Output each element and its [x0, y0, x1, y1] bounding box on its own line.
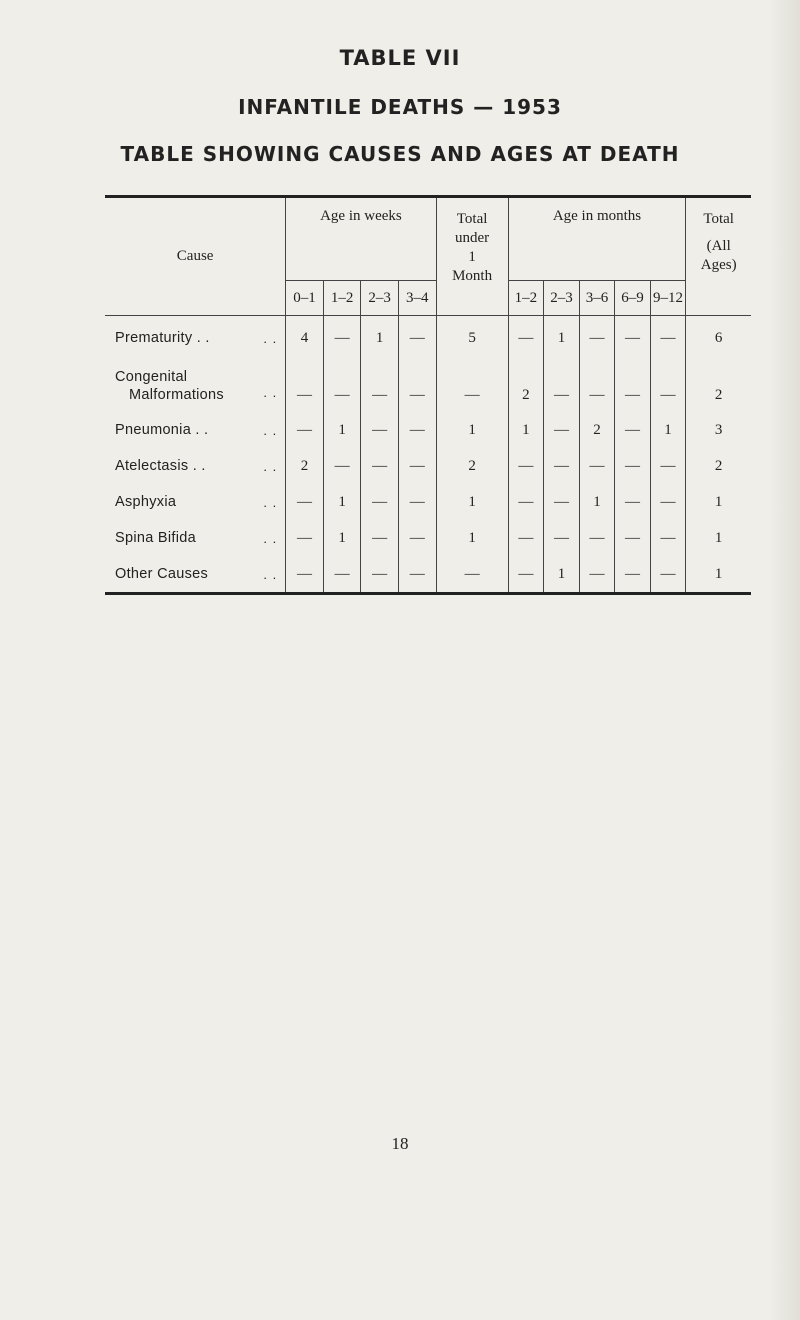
value-cell: —: [544, 484, 580, 520]
value-cell: 1: [544, 556, 580, 594]
value-cell: —: [544, 448, 580, 484]
header-cause: Cause: [105, 197, 286, 316]
value-cell: —: [615, 316, 651, 357]
value-cell: 3: [714, 421, 723, 438]
table-row: [105, 520, 751, 556]
week-col-0-1: 0–1: [286, 281, 324, 316]
value-cell: 1: [436, 520, 508, 556]
value-cell: —: [650, 356, 686, 412]
value-cell: 1: [436, 412, 508, 448]
table-body: [105, 316, 751, 594]
value-cell: —: [286, 356, 324, 412]
cause-cell: Spina Bifida . .: [105, 520, 286, 556]
value-cell: —: [615, 484, 651, 520]
value-cell: 2: [714, 387, 723, 403]
value-cell: —: [650, 316, 686, 357]
value-cell: 5: [436, 316, 508, 357]
value-cell: 1: [323, 412, 361, 448]
value-cell: 2: [579, 412, 615, 448]
value-cell: —: [323, 356, 361, 412]
table-row: [105, 484, 751, 520]
header-total-all-ages: Total (All Ages): [686, 197, 751, 316]
value-cell: —: [436, 556, 508, 594]
value-cell: —: [579, 448, 615, 484]
table-subtitle: INFANTILE DEATHS — 1953: [238, 95, 562, 119]
value-cell: 1: [579, 484, 615, 520]
month-col-3-6: 3–6: [579, 281, 615, 316]
value-cell: —: [579, 556, 615, 594]
value-cell: 2: [508, 356, 544, 412]
week-col-3-4: 3–4: [398, 281, 436, 316]
value-cell: —: [361, 448, 399, 484]
header-age-in-weeks: Age in weeks: [286, 197, 436, 281]
cause-cell: Pneumonia . . . .: [105, 412, 286, 448]
value-cell: —: [286, 520, 324, 556]
value-cell: 1: [436, 484, 508, 520]
value-cell: —: [650, 448, 686, 484]
value-cell: —: [398, 316, 436, 357]
value-cell: —: [508, 448, 544, 484]
value-cell: 6: [714, 329, 723, 346]
month-col-6-9: 6–9: [615, 281, 651, 316]
value-cell: —: [361, 520, 399, 556]
deaths-table: [105, 195, 751, 595]
value-cell: —: [361, 484, 399, 520]
cause-cell: Atelectasis . . . .: [105, 448, 286, 484]
value-cell: —: [508, 316, 544, 357]
value-cell: —: [544, 356, 580, 412]
value-cell: —: [615, 412, 651, 448]
value-cell: —: [398, 448, 436, 484]
cause-cell: Prematurity . . . .: [105, 316, 286, 357]
value-cell: —: [361, 356, 399, 412]
value-cell: —: [615, 520, 651, 556]
value-cell: —: [398, 484, 436, 520]
value-cell: 1: [323, 520, 361, 556]
value-cell: —: [398, 556, 436, 594]
value-cell: 1: [323, 484, 361, 520]
table-row: [105, 356, 751, 412]
cause-cell: Congenital Malformations . .: [105, 356, 286, 412]
value-cell: —: [323, 316, 361, 357]
value-cell: —: [650, 520, 686, 556]
table-row: [105, 556, 751, 594]
table-row: [105, 448, 751, 484]
value-cell: —: [508, 556, 544, 594]
value-cell: 2: [714, 457, 723, 474]
table-heading: TABLE SHOWING CAUSES AND AGES AT DEATH: [120, 142, 680, 166]
value-cell: 1: [714, 493, 723, 510]
value-cell: —: [398, 356, 436, 412]
value-cell: —: [544, 412, 580, 448]
value-cell: 4: [286, 316, 324, 357]
table-number: TABLE VII: [339, 46, 461, 70]
month-col-1-2: 1–2: [508, 281, 544, 316]
value-cell: 1: [508, 412, 544, 448]
value-cell: —: [579, 316, 615, 357]
table-row: [105, 316, 751, 357]
header-age-in-months: Age in months: [508, 197, 686, 281]
value-cell: 1: [686, 556, 751, 594]
value-cell: —: [286, 484, 324, 520]
value-cell: —: [361, 412, 399, 448]
value-cell: —: [579, 356, 615, 412]
value-cell: —: [286, 412, 324, 448]
value-cell: —: [615, 556, 651, 594]
week-col-1-2: 1–2: [323, 281, 361, 316]
value-cell: 2: [436, 448, 508, 484]
cause-cell: Other Causes . .: [105, 556, 286, 594]
value-cell: 1: [361, 316, 399, 357]
value-cell: —: [650, 556, 686, 594]
value-cell: —: [650, 484, 686, 520]
value-cell: —: [398, 412, 436, 448]
table-row: [105, 412, 751, 448]
value-cell: —: [544, 520, 580, 556]
header-total-under-month: Total under 1 Month: [436, 197, 508, 316]
value-cell: —: [436, 356, 508, 412]
value-cell: —: [579, 520, 615, 556]
page-number: 18: [391, 1134, 409, 1153]
value-cell: 1: [650, 412, 686, 448]
month-col-2-3: 2–3: [544, 281, 580, 316]
value-cell: —: [323, 556, 361, 594]
value-cell: —: [508, 484, 544, 520]
week-col-2-3: 2–3: [361, 281, 399, 316]
value-cell: —: [615, 356, 651, 412]
value-cell: —: [286, 556, 324, 594]
value-cell: —: [508, 520, 544, 556]
month-col-9-12: 9–12: [650, 281, 686, 316]
value-cell: 1: [544, 316, 580, 357]
page-edge-shadow: [770, 0, 800, 1320]
value-cell: 2: [286, 448, 324, 484]
value-cell: 1: [714, 529, 723, 546]
value-cell: —: [361, 556, 399, 594]
value-cell: —: [398, 520, 436, 556]
value-cell: —: [323, 448, 361, 484]
cause-cell: Asphyxia . .: [105, 484, 286, 520]
value-cell: —: [615, 448, 651, 484]
